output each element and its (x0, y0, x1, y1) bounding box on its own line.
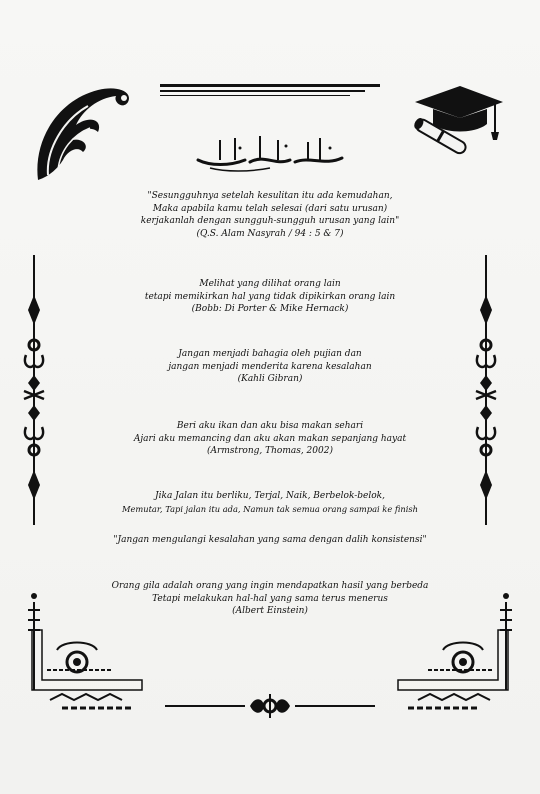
quote-line: Ajari aku memancing dan aku akan makan sepanjang hayat (133, 433, 407, 444)
quote-line: Jangan menjadi bahagia oleh pujian dan (178, 349, 362, 359)
bottom-center-ornament-icon (165, 692, 375, 720)
quote-armstrong (110, 420, 430, 458)
quote-line: kerjakanlah dengan sungguh-sungguh urusan yang lain" (140, 216, 400, 226)
quote-line: Beri aku ikan dan aku bisa makan sehari (176, 421, 364, 431)
top-rule (160, 84, 380, 98)
right-vertical-ornament-icon (472, 255, 500, 525)
quote-jalan (110, 490, 430, 515)
quote-line: Memutar, Tapi jalan itu ada, Namun tak semua orang sampai ke finish (121, 503, 419, 514)
quote-source: (Armstrong, Thomas, 2002) (207, 446, 333, 456)
quote-line: "Jangan mengulangi kesalahan yang sama dengan dalih konsistensi" (113, 535, 427, 545)
quote-line: Jika Jalan itu berliku, Terjal, Naik, Berbelok-belok, (155, 491, 385, 501)
quote-konsistensi (110, 534, 430, 547)
quote-source: (Kahli Gibran) (237, 374, 303, 384)
basmala-calligraphy-icon (190, 130, 350, 174)
left-vertical-ornament-icon (20, 255, 48, 525)
quote-line: jangan menjadi menderita karena kesalahan (168, 361, 372, 372)
quote-quran (110, 190, 430, 240)
quote-porter (110, 278, 430, 316)
quote-line: Melihat yang dilihat orang lain (199, 279, 341, 289)
quote-gibran (110, 348, 430, 386)
quote-line: Orang gila adalah orang yang ingin mendapatkan hasil yang berbeda (111, 581, 429, 591)
quote-line: "Sesungguhnya setelah kesulitan itu ada kemudahan, (147, 191, 393, 201)
quote-source: (Albert Einstein) (232, 606, 308, 616)
quote-line: tetapi memikirkan hal yang tidak dipikirkan orang lain (144, 291, 396, 302)
quote-line: Maka apabila kamu telah selesai (dari satu urusan) (152, 203, 388, 214)
quote-source: (Bobb: Di Porter & Mike Hernack) (191, 304, 349, 314)
leaf-scroll-ornament-icon (28, 80, 138, 190)
quote-source: (Q.S. Alam Nasyrah / 94 : 5 & 7) (196, 228, 344, 239)
quote-line: Tetapi melakukan hal-hal yang sama terus menerus (152, 593, 388, 604)
graduation-cap-icon (405, 82, 505, 160)
quote-einstein (110, 580, 430, 618)
